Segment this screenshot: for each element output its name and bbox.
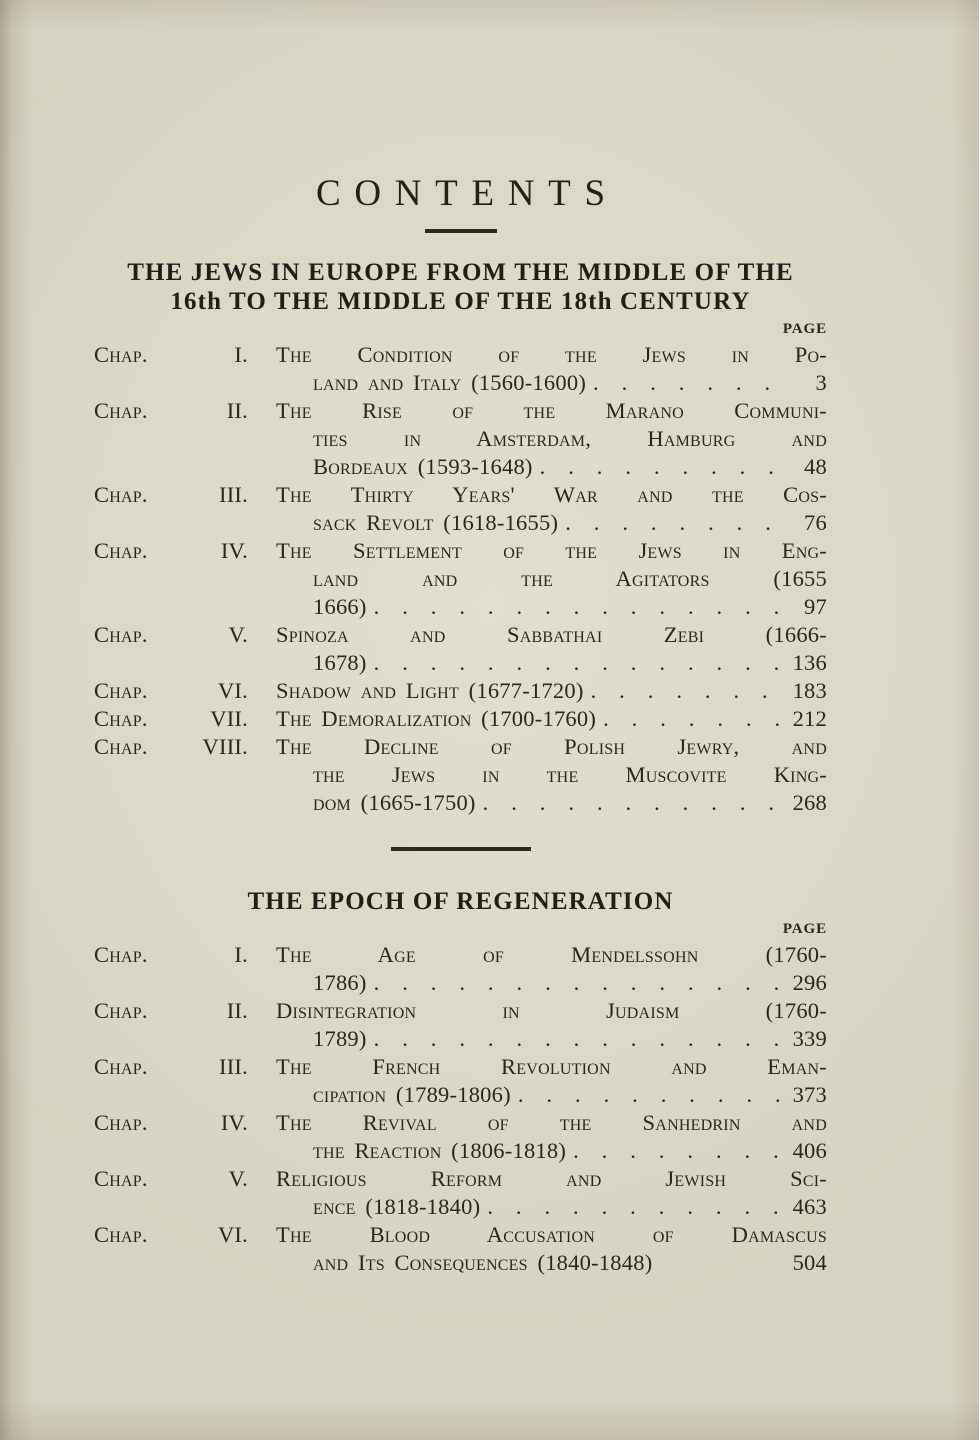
toc-entry [94, 705, 827, 733]
entry-page-number: 268 [792, 790, 827, 815]
chapter-label: Chap. [94, 1110, 148, 1135]
chapter-numeral: V. [228, 622, 248, 647]
entry-page-number: 463 [792, 1194, 827, 1219]
entry-line-text: land and Italy (1560-1600) [313, 370, 587, 395]
chapter-numeral: I. [234, 942, 248, 967]
chapter-label: Chap. [94, 998, 148, 1023]
chapter-numeral: I. [234, 342, 248, 367]
chapter-numeral: IV. [220, 1110, 248, 1135]
entry-line: The Rise of the Marano Communi- [276, 398, 827, 423]
entry-line-text: ence (1818-1840) [313, 1194, 481, 1219]
entry-page-number: 406 [792, 1138, 827, 1163]
entry-title [248, 1109, 827, 1165]
entry-line [313, 1249, 827, 1277]
entry-line [313, 369, 827, 397]
chapter-label: Chap. [94, 706, 148, 731]
dot-leader [374, 969, 784, 997]
dot-leader [593, 369, 784, 397]
chapter-numeral: VI. [217, 678, 248, 703]
dot-leader [540, 453, 784, 481]
dot-leader [573, 1137, 784, 1165]
entry-line-text: sack Revolt (1618-1655) [313, 510, 559, 535]
entry-line-text: and Its Consequences (1840-1848) [313, 1250, 653, 1275]
chapter-numeral: IV. [220, 538, 248, 563]
entry-title [248, 705, 827, 733]
entry-title [248, 341, 827, 397]
entry-page-number: 296 [792, 970, 827, 995]
entry-title [248, 1165, 827, 1221]
entry-line: The Decline of Polish Jewry, and [276, 734, 827, 759]
chapter-label: Chap. [94, 678, 148, 703]
chapter-label: Chap. [94, 342, 148, 367]
entry-line [276, 677, 827, 705]
chapter-label: Chap. [94, 1222, 148, 1247]
toc-section [94, 258, 827, 817]
dot-leader [565, 509, 784, 537]
entry-title [248, 677, 827, 705]
entry-title [248, 1053, 827, 1109]
dot-leader [374, 649, 784, 677]
toc-entry [94, 537, 827, 621]
chapter-numeral: II. [226, 398, 248, 423]
entry-line: The Revival of the Sanhedrin and [276, 1110, 827, 1135]
chapter-label: Chap. [94, 622, 148, 647]
entry-line [313, 649, 827, 677]
entry-line [313, 1137, 827, 1165]
entry-line-text: Bordeaux (1593-1648) [313, 454, 533, 479]
toc-entries [94, 941, 827, 1277]
entry-line-text: 1789) [313, 1026, 367, 1051]
entry-title [248, 481, 827, 537]
chapter-label: Chap. [94, 1054, 148, 1079]
entry-line-text: 1666) [313, 594, 367, 619]
chapter-label: Chap. [94, 734, 148, 759]
contents-title: CONTENTS [315, 173, 619, 214]
toc-entry [94, 1053, 827, 1109]
entry-title [248, 537, 827, 621]
entry-line-text: The Demoralization (1700-1760) [276, 706, 597, 731]
page-column-label: PAGE [782, 321, 827, 337]
toc-entry [94, 677, 827, 705]
entry-line: The Settlement of the Jews in Eng- [276, 538, 827, 563]
chapter-label: Chap. [94, 538, 148, 563]
entry-title [248, 397, 827, 481]
entry-line-text: dom (1665-1750) [313, 790, 476, 815]
chapter-label: Chap. [94, 482, 148, 507]
toc-entry [94, 481, 827, 537]
toc-entry [94, 621, 827, 677]
dot-leader [374, 593, 784, 621]
toc-entry [94, 941, 827, 997]
entry-page-number: 76 [804, 510, 827, 535]
page-column-label: PAGE [782, 921, 827, 937]
entry-page-number: 136 [792, 650, 827, 675]
entry-page-number: 97 [804, 594, 827, 619]
toc-entry [94, 997, 827, 1053]
chapter-numeral: II. [226, 998, 248, 1023]
entry-line-text: Shadow and Light (1677-1720) [276, 678, 584, 703]
chapter-numeral: V. [228, 1166, 248, 1191]
entry-line: Religious Reform and Jewish Sci- [276, 1166, 827, 1191]
entry-line: the Jews in the Muscovite King- [313, 762, 827, 787]
entry-line: ties in Amsterdam, Hamburg and [313, 426, 827, 451]
entry-line [313, 1193, 827, 1221]
entry-line: The French Revolution and Eman- [276, 1054, 827, 1079]
dot-leader [591, 677, 784, 705]
chapter-label: Chap. [94, 398, 148, 423]
entry-line [313, 1081, 827, 1109]
entry-page-number: 48 [804, 454, 827, 479]
entry-line-text: 1786) [313, 970, 367, 995]
chapter-numeral: VII. [210, 706, 248, 731]
entry-title [248, 941, 827, 997]
toc-section [94, 887, 827, 1277]
toc-entry [94, 1221, 827, 1277]
toc-sections [94, 258, 827, 1277]
toc-entry [94, 341, 827, 397]
chapter-label: Chap. [94, 942, 148, 967]
toc-entry [94, 733, 827, 817]
dot-leader [483, 789, 784, 817]
entry-line: The Condition of the Jews in Po- [276, 342, 827, 367]
dot-leader [487, 1193, 784, 1221]
entry-line [313, 789, 827, 817]
entry-line-text: the Reaction (1806-1818) [313, 1138, 567, 1163]
entry-page-number: 339 [792, 1026, 827, 1051]
entry-line [313, 509, 827, 537]
section-heading: THE JEWS IN EUROPE FROM THE MIDDLE OF THE 16th TO THE MIDDLE OF THE 18th CENTURY [127, 259, 794, 315]
entry-line: The Thirty Years' War and the Cos- [276, 482, 827, 507]
chapter-numeral: VIII. [202, 734, 248, 759]
chapter-numeral: VI. [217, 1222, 248, 1247]
dot-leader [518, 1081, 784, 1109]
entry-line-text: 1678) [313, 650, 367, 675]
entry-line: The Blood Accusation of Damascus [276, 1222, 827, 1247]
title-rule [425, 229, 497, 233]
chapter-numeral: III. [218, 1054, 248, 1079]
entry-line [313, 593, 827, 621]
entry-line-text: cipation (1789-1806) [313, 1082, 511, 1107]
chapter-numeral: III. [218, 482, 248, 507]
entry-line: Spinoza and Sabbathai Zebi (1666- [276, 622, 827, 647]
entry-title [248, 621, 827, 677]
toc-entry [94, 1109, 827, 1165]
dot-leader [374, 1025, 784, 1053]
chapter-label: Chap. [94, 1166, 148, 1191]
entry-page-number: 183 [792, 678, 827, 703]
entry-title [248, 733, 827, 817]
entry-line: Disintegration in Judaism (1760- [276, 998, 827, 1023]
entry-line: land and the Agitators (1655 [313, 566, 827, 591]
entry-line [313, 453, 827, 481]
dot-leader [603, 705, 784, 733]
toc-entry [94, 397, 827, 481]
entry-page-number: 504 [792, 1250, 827, 1275]
entry-line: The Age of Mendelssohn (1760- [276, 942, 827, 967]
section-divider [391, 847, 531, 851]
entry-line [276, 705, 827, 733]
toc-entries [94, 341, 827, 817]
entry-page-number: 3 [815, 370, 827, 395]
entry-page-number: 212 [792, 706, 827, 731]
entry-title [248, 997, 827, 1053]
entry-title [248, 1221, 827, 1277]
entry-line [313, 969, 827, 997]
entry-page-number: 373 [792, 1082, 827, 1107]
entry-line [313, 1025, 827, 1053]
section-heading: THE EPOCH OF REGENERATION [247, 888, 674, 915]
toc-entry [94, 1165, 827, 1221]
